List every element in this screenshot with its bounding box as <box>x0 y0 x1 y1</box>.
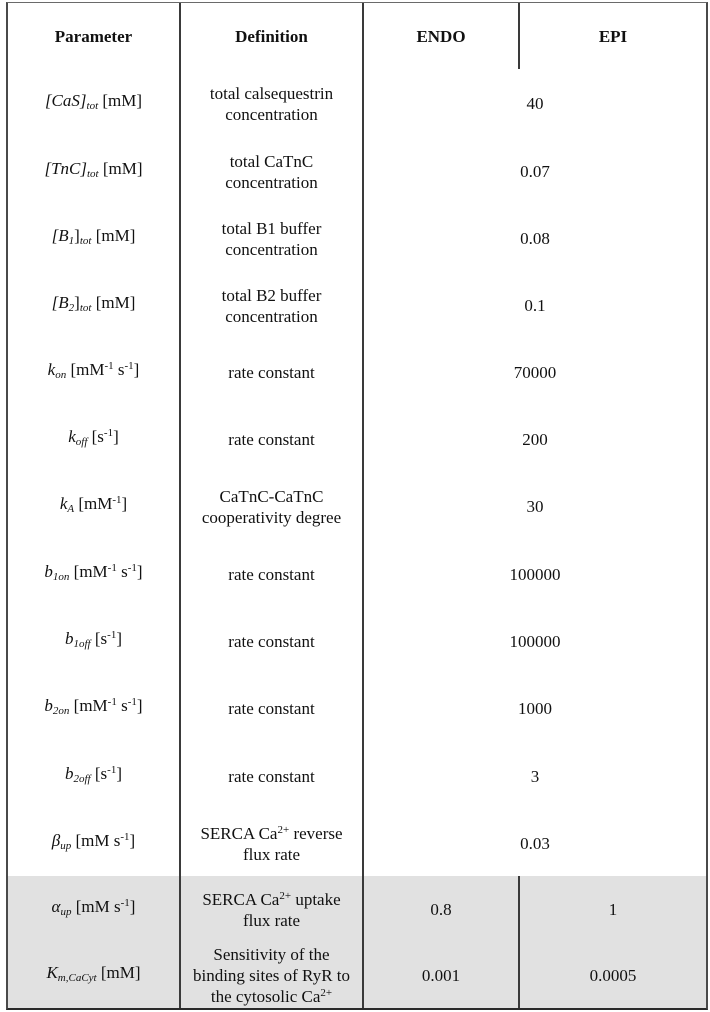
header-definition: Definition <box>235 27 308 46</box>
unit: [$mM^{-1}$ $s^{-1}$] <box>70 360 140 379</box>
definition-cell <box>181 943 362 1008</box>
symbol-index: 1 <box>68 235 75 247</box>
value-cell-shared: 30 <box>526 497 544 516</box>
value-cell-shared: 100000 <box>509 632 561 651</box>
definition-text: total B2 buffer concentration <box>221 285 322 326</box>
definition-cell <box>181 743 362 810</box>
unit: $[s^{-1}]$ <box>94 764 122 783</box>
definition-cell <box>181 608 362 675</box>
definition-text: CaTnC-CaTnC cooperativity degree <box>201 486 342 527</box>
table-row <box>8 205 706 272</box>
table-row <box>8 943 706 1008</box>
parameter-cell <box>8 473 179 540</box>
table-row <box>8 406 706 473</box>
symbol-subscript: A <box>67 503 75 515</box>
unit: [mM] <box>100 963 141 982</box>
symbol-index: 2 <box>68 302 75 314</box>
symbol-base: k <box>47 360 56 379</box>
parameter-cell <box>8 541 179 608</box>
parameter-table <box>6 2 708 1010</box>
symbol-subscript: on <box>55 369 67 381</box>
parameter-symbol <box>48 359 140 386</box>
symbol-close: ] <box>74 293 80 312</box>
definition-cell <box>181 70 362 137</box>
definition-text: rate constant <box>228 767 315 786</box>
parameter-symbol <box>52 292 136 319</box>
parameter-cell <box>8 943 179 1008</box>
symbol-subscript: tot <box>79 235 92 247</box>
symbol-base: K <box>46 963 58 982</box>
symbol-subscript: off <box>75 436 88 448</box>
parameter-cell <box>8 406 179 473</box>
symbol-base: [B <box>51 293 69 312</box>
divider-endo-epi-header <box>518 3 520 69</box>
definition-cell <box>181 541 362 608</box>
parameter-symbol <box>44 561 142 588</box>
symbol-base: k <box>59 494 68 513</box>
value-cell-shared: 40 <box>526 94 544 113</box>
parameter-symbol <box>68 426 119 453</box>
parameter-cell <box>8 743 179 810</box>
table-row <box>8 675 706 742</box>
symbol-subscript: 1off <box>73 638 91 650</box>
parameter-cell <box>8 339 179 406</box>
parameter-cell <box>8 205 179 272</box>
unit: [mM] <box>102 91 143 110</box>
definition-cell <box>181 473 362 540</box>
unit: [mM] <box>95 293 136 312</box>
unit: $[mM^{-1}]$ <box>78 494 128 513</box>
definition-text: rate constant <box>228 699 315 718</box>
symbol-subscript: up <box>60 906 72 918</box>
table-row <box>8 473 706 540</box>
table-row <box>8 876 706 943</box>
unit: [$mM^{-1}$ $s^{-1}$] <box>73 562 143 581</box>
parameter-symbol <box>52 225 136 252</box>
unit: [mM $s^{-1}$] <box>75 897 136 916</box>
table-row <box>8 810 706 877</box>
symbol-subscript: m,CaCyt <box>57 972 97 984</box>
definition-cell <box>181 876 362 943</box>
definition-cell <box>181 406 362 473</box>
unit: $[s^{-1}]$ <box>94 629 122 648</box>
symbol-base: β <box>51 831 61 850</box>
value-cell-shared: 0.07 <box>520 162 550 181</box>
value-cell-shared: 70000 <box>513 363 557 382</box>
parameter-symbol <box>52 830 135 857</box>
symbol-subscript: 2on <box>52 705 70 717</box>
header-row <box>8 3 706 70</box>
value-cell-epi: 0.0005 <box>589 966 637 985</box>
symbol-base: α <box>51 897 61 916</box>
table-row <box>8 138 706 205</box>
definition-cell <box>181 138 362 205</box>
table-row <box>8 541 706 608</box>
parameter-cell <box>8 608 179 675</box>
definition-cell <box>181 205 362 272</box>
symbol-base: [TnC] <box>44 159 87 178</box>
symbol-subscript: 1on <box>52 571 70 583</box>
parameter-symbol <box>46 962 140 989</box>
symbol-base: b <box>65 764 74 783</box>
symbol-subscript: tot <box>79 302 92 314</box>
parameter-cell <box>8 876 179 943</box>
definition-text: total CaTnC concentration <box>225 151 318 192</box>
definition-cell <box>181 675 362 742</box>
divider-def-values <box>362 3 364 1008</box>
symbol-base: b <box>44 562 53 581</box>
symbol-base: [CaS] <box>44 91 87 110</box>
table-row <box>8 339 706 406</box>
parameter-cell <box>8 810 179 877</box>
table-row <box>8 272 706 339</box>
parameter-symbol <box>65 628 122 655</box>
definition-text: rate constant <box>228 430 315 449</box>
definition-text: total B1 buffer concentration <box>221 218 322 259</box>
symbol-subscript: up <box>60 840 72 852</box>
symbol-base: k <box>68 427 76 446</box>
value-cell-shared: 0.1 <box>524 296 546 315</box>
table-row <box>8 608 706 675</box>
unit: [mM] <box>95 226 136 245</box>
parameter-symbol <box>60 493 127 520</box>
parameter-cell <box>8 70 179 137</box>
table-row <box>8 743 706 810</box>
symbol-subscript: tot <box>86 168 99 180</box>
definition-text: SERCA $Ca^{2+}$ uptake flux rate <box>202 889 341 930</box>
parameter-symbol <box>44 158 142 185</box>
parameter-symbol <box>52 896 136 923</box>
unit: [mM $s^{-1}$] <box>75 831 136 850</box>
symbol-close: ] <box>74 226 80 245</box>
value-cell-shared: 3 <box>530 767 540 786</box>
table-row <box>8 70 706 137</box>
definition-cell <box>181 339 362 406</box>
unit: [mM] <box>102 159 143 178</box>
symbol-subscript: tot <box>86 100 99 112</box>
symbol-base: b <box>65 629 74 648</box>
parameter-cell <box>8 675 179 742</box>
parameter-symbol <box>44 695 142 722</box>
symbol-base: [B <box>51 226 69 245</box>
definition-text: SERCA $Ca^{2+}$ reverse flux rate <box>200 823 343 864</box>
value-cell-endo: 0.8 <box>430 900 452 919</box>
header-endo: ENDO <box>416 27 466 46</box>
unit: $[s^{-1}]$ <box>91 427 119 446</box>
parameter-symbol <box>65 763 122 790</box>
parameter-cell <box>8 272 179 339</box>
symbol-base: b <box>44 696 53 715</box>
value-cell-shared: 100000 <box>509 565 561 584</box>
parameter-cell <box>8 138 179 205</box>
value-cell-endo: 0.001 <box>421 966 461 985</box>
definition-text: rate constant <box>228 632 315 651</box>
value-cell-shared: 1000 <box>518 699 552 718</box>
definition-cell <box>181 810 362 877</box>
value-cell-shared: 0.08 <box>520 229 550 248</box>
definition-text: Sensitivity of the binding sites of RyR to the cytosolic $Ca^{2+}$ <box>192 945 351 1006</box>
definition-text: rate constant <box>228 565 315 584</box>
definition-text: rate constant <box>228 363 315 382</box>
definition-cell <box>181 272 362 339</box>
definition-text: total calsequestrin concentration <box>209 83 334 124</box>
divider-param-def <box>179 3 181 1008</box>
value-cell-epi: 1 <box>608 900 618 919</box>
value-cell-shared: 200 <box>522 430 548 449</box>
divider-endo-epi-shaded <box>518 876 520 1008</box>
header-parameter: Parameter <box>54 27 133 46</box>
unit: [$mM^{-1}$ $s^{-1}$] <box>73 696 143 715</box>
header-epi: EPI <box>598 27 628 46</box>
symbol-subscript: 2off <box>73 773 91 785</box>
value-cell-shared: 0.03 <box>520 834 550 853</box>
parameter-symbol <box>45 90 142 117</box>
